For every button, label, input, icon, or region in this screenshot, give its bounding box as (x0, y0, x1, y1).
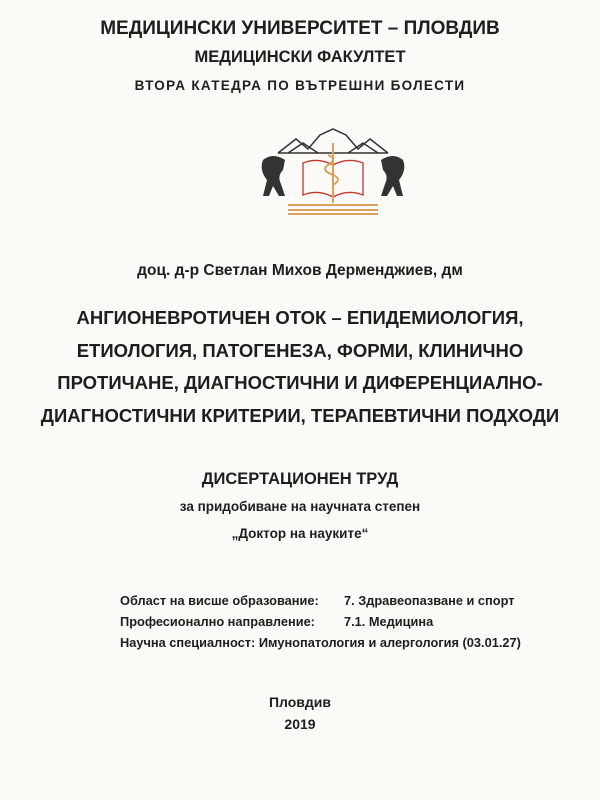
academic-fields (120, 590, 521, 653)
field-value: Имунопатология и алергология (03.01.27) (258, 635, 521, 650)
field-label: Научна специалност: (120, 635, 256, 650)
field-value: 7. Здравеопазване и спорт (344, 593, 515, 608)
field-row (120, 611, 521, 632)
field-row (120, 590, 521, 611)
year: 2019 (284, 716, 316, 732)
field-value: 7.1. Медицина (344, 614, 434, 629)
dissertation-title (0, 302, 600, 432)
title-line: АНГИОНЕВРОТИЧЕН ОТОК – ЕПИДЕМИОЛОГИЯ, (76, 307, 524, 328)
work-type: ДИСЕРТАЦИОНЕН ТРУД (201, 470, 399, 488)
department-name: ВТОРА КАТЕДРА ПО ВЪТРЕШНИ БОЛЕСТИ (134, 78, 466, 93)
degree-purpose: за придобиване на научната степен (179, 499, 421, 514)
author-name: доц. д-р Светлан Михов Дерменджиев, дм (137, 262, 463, 279)
title-line: ПРОТИЧАНЕ, ДИАГНОСТИЧНИ И ДИФЕРЕНЦИАЛНО- (57, 372, 543, 393)
degree-name: „Доктор на науките“ (231, 526, 369, 541)
city: Пловдив (268, 694, 332, 710)
university-name: МЕДИЦИНСКИ УНИВЕРСИТЕТ – ПЛОВДИВ (100, 18, 500, 39)
field-label: Професионално направление: (120, 614, 315, 629)
title-line: ДИАГНОСТИЧНИ КРИТЕРИИ, ТЕРАПЕВТИЧНИ ПОДХОДИ (40, 404, 560, 426)
field-label: Област на висше образование: (120, 593, 319, 608)
field-row (120, 632, 521, 653)
university-emblem-icon (258, 125, 408, 215)
title-line: ЕТИОЛОГИЯ, ПАТОГЕНЕЗА, ФОРМИ, КЛИНИЧНО (76, 339, 524, 361)
faculty-name: МЕДИЦИНСКИ ФАКУЛТЕТ (194, 48, 406, 66)
